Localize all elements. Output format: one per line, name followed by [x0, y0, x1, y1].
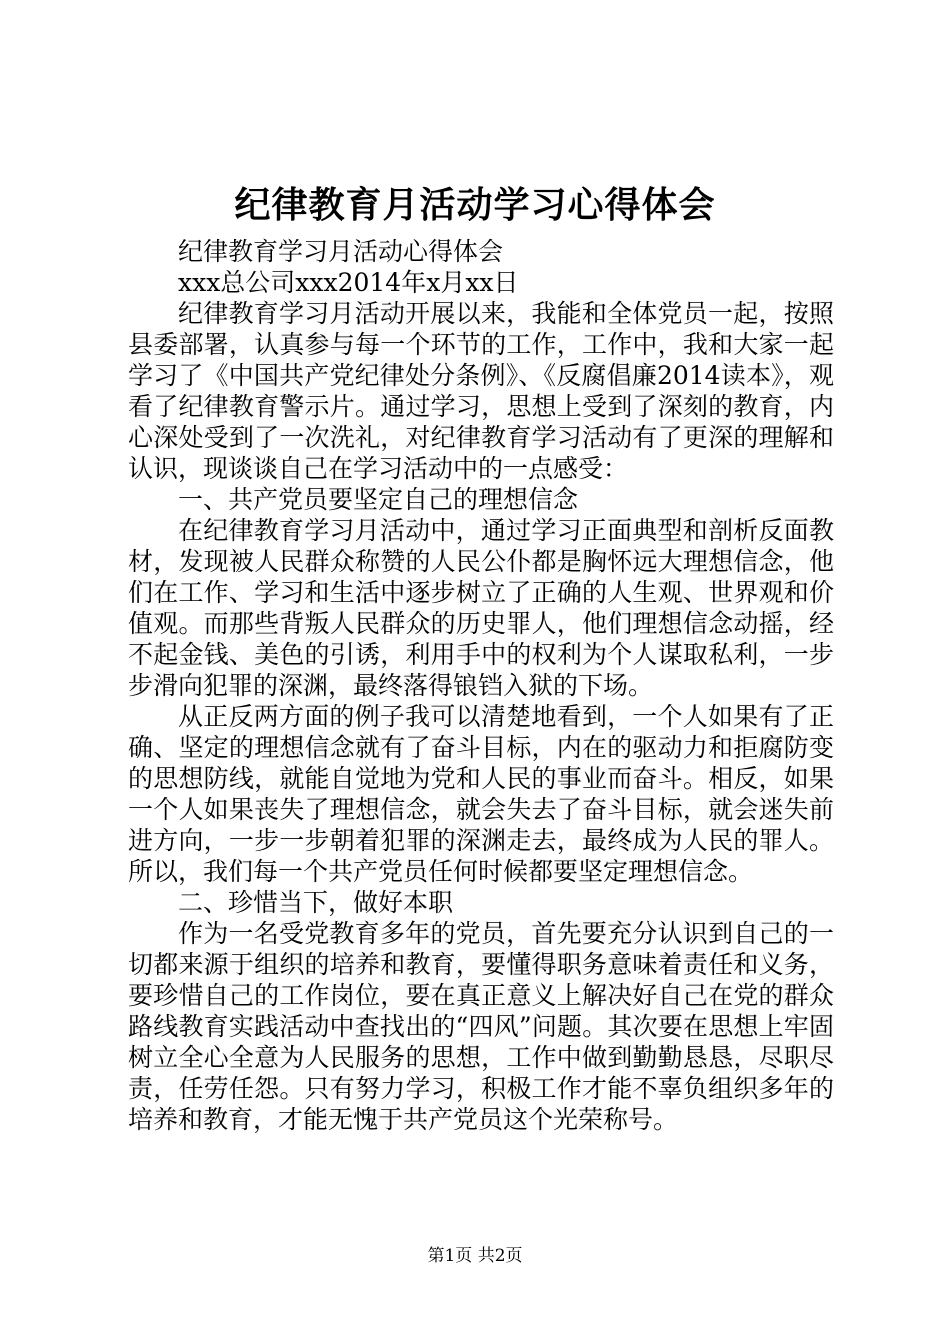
body-paragraph: 从正反两方面的例子我可以清楚地看到，一个人如果有了正确、坚定的理想信念就有了奋斗目标，内在的驱动力和拒腐防变的思想防线，就能自觉地为党和人民的事业而奋斗。相反，如果一个人如果丧失了理想信念，就会失去了奋斗目标，就会迷失前进方向，一步一步朝着犯罪的深渊走去，最终成为人民的罪人。所以，我们每一个共产党员任何时候都要坚定理想信念。: [128, 702, 834, 886]
body-paragraph: 作为一名受党教育多年的党员，首先要充分认识到自己的一切都来源于组织的培养和教育，要懂得职务意味着责任和义务，要珍惜自己的工作岗位，要在真正意义上解决好自己在党的群众路线教育实践活动中查找出的“四风”问题。其次要在思想上牢固树立全心全意为人民服务的思想，工作中做到勤勤恳恳，尽职尽责，任劳任怨。只有努力学习，积极工作才能不辜负组织多年的培养和教育，才能无愧于共产党员这个光荣称号。: [128, 919, 834, 1134]
section-heading-1: 一、共产党员要坚定自己的理想信念: [178, 485, 579, 514]
intro-paragraph: 纪律教育学习月活动开展以来，我能和全体党员一起，按照县委部署，认真参与每一个环节的工作，工作中，我和大家一起学习了《中国共产党纪律处分条例》、《反腐倡廉2014读本》，观看了纪律教育警示片。通过学习，思想上受到了深刻的教育，内心深处受到了一次洗礼，对纪律教育学习活动有了更深的理解和认识，现谈谈自己在学习活动中的一点感受：: [128, 299, 834, 483]
page-footer: 第1页 共2页: [427, 1246, 523, 1266]
subtitle-paragraph: 纪律教育学习月活动心得体会: [178, 237, 504, 266]
body-paragraph: 在纪律教育学习月活动中，通过学习正面典型和剖析反面教材，发现被人民群众称赞的人民公仆都是胸怀远大理想信念，他们在工作、学习和生活中逐步树立了正确的人生观、世界观和价值观。而那些背叛人民群众的历史罪人，他们理想信念动摇，经不起金钱、美色的引诱，利用手中的权利为个人谋取私利，一步步滑向犯罪的深渊，最终落得锒铛入狱的下场。: [128, 516, 834, 700]
section-heading-2: 二、珍惜当下，做好本职: [178, 888, 454, 917]
author-date-line: xxx总公司xxx2014年x月xx日: [178, 268, 519, 297]
document-body: [128, 236, 834, 1135]
document-title: 纪律教育月活动学习心得体会: [234, 184, 716, 226]
